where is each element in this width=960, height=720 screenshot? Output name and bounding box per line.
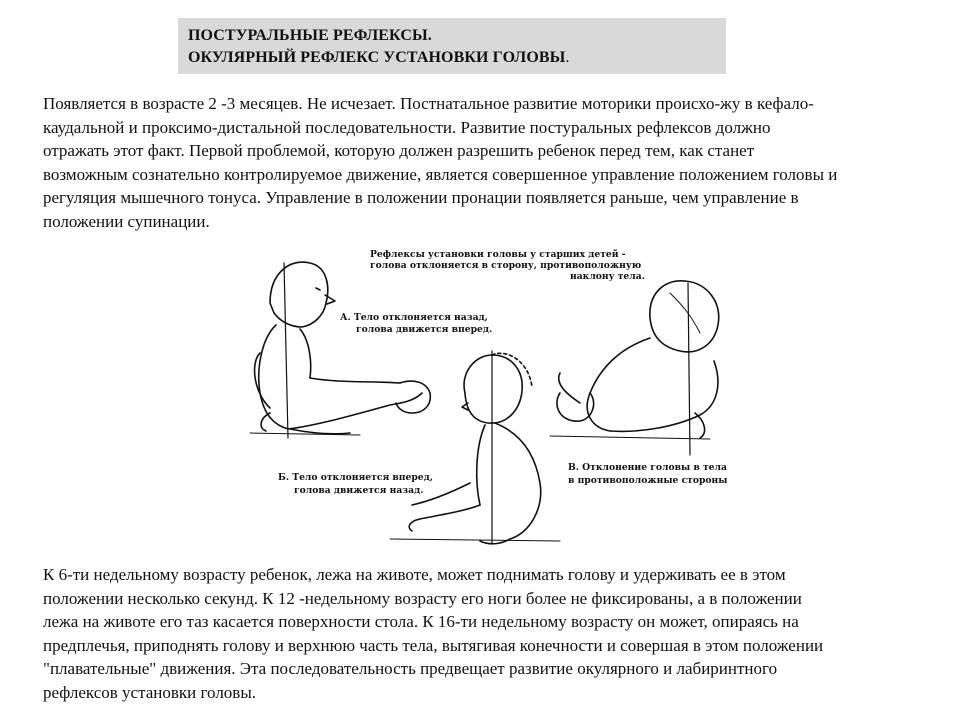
development-line: "плавательные" движения. Эта последовательность предвещает развитие окулярного и лабиринтного xyxy=(43,659,778,678)
title-line-2-period: . xyxy=(565,49,570,66)
title-line-2 xyxy=(188,47,716,69)
intro-line: Появляется в возрасте 2 -3 месяцев. Не исчезает. Постнатальное развитие моторики происхо-жу в кефало- xyxy=(43,94,814,113)
title-line-1: ПОСТУРАЛЬНЫЕ РЕФЛЕКСЫ. xyxy=(188,27,432,44)
intro-line: возможным сознательно контролируемое движение, является совершенное управление положением головы и xyxy=(43,164,838,184)
caption-v-line-2: в противоположные стороны xyxy=(568,475,728,486)
infant-figure-a xyxy=(250,262,430,438)
page-title xyxy=(178,18,726,74)
figure-header-line-3: наклону тела. xyxy=(570,271,645,282)
intro-line: регуляция мышечного тонуса. Управление в положении пронации появляется раньше, чем управление в xyxy=(43,188,799,207)
intro-line: положении супинации. xyxy=(43,211,210,231)
development-line: К 6-ти недельному возрасту ребенок, лежа на животе, может поднимать голову и удерживать ее в этом xyxy=(43,565,786,584)
figure-header-line-2: голова отклоняется в сторону, противоположную xyxy=(370,260,642,271)
head-righting-reflex-illustration xyxy=(230,243,760,553)
development-line: лежа на животе его таз касается поверхности стола. К 16-ти недельному возрасту он может, опираясь на xyxy=(43,612,799,631)
caption-b-line-1: Б. Тело отклоняется вперед, xyxy=(278,472,433,483)
figure-captions xyxy=(278,249,728,496)
caption-b-line-2: голова движется назад. xyxy=(294,485,424,496)
intro-line: отражать этот факт. Первой проблемой, которую должен разрешить ребенок перед тем, как станет xyxy=(43,141,755,160)
caption-a-line-1: А. Тело отклоняется назад, xyxy=(340,312,488,323)
intro-line: каудальной и проксимо-дистальной последовательности. Развитие постуральных рефлексов должно xyxy=(43,117,771,137)
development-line: предплечья, приподнять голову и верхнюю часть тела, вытягивая конечности и совершая в этом положении xyxy=(43,635,824,655)
infant-figure-v xyxy=(550,281,719,455)
development-paragraph xyxy=(43,563,928,704)
figure-header-line-1: Рефлексы установки головы у старших детей - xyxy=(370,249,626,260)
infant-figure-b xyxy=(390,351,560,544)
title-line-2-text: ОКУЛЯРНЫЙ РЕФЛЕКС УСТАНОВКИ ГОЛОВЫ xyxy=(188,49,566,66)
development-line: рефлексов установки головы. xyxy=(43,682,256,702)
development-line: положении несколько секунд. К 12 -недельному возрасту его ноги более не фиксированы, а в положении xyxy=(43,588,802,608)
caption-v-line-1: В. Отклонение головы в тела xyxy=(568,462,727,473)
caption-a-line-2: голова движется вперед. xyxy=(356,324,493,335)
intro-paragraph xyxy=(43,92,928,233)
